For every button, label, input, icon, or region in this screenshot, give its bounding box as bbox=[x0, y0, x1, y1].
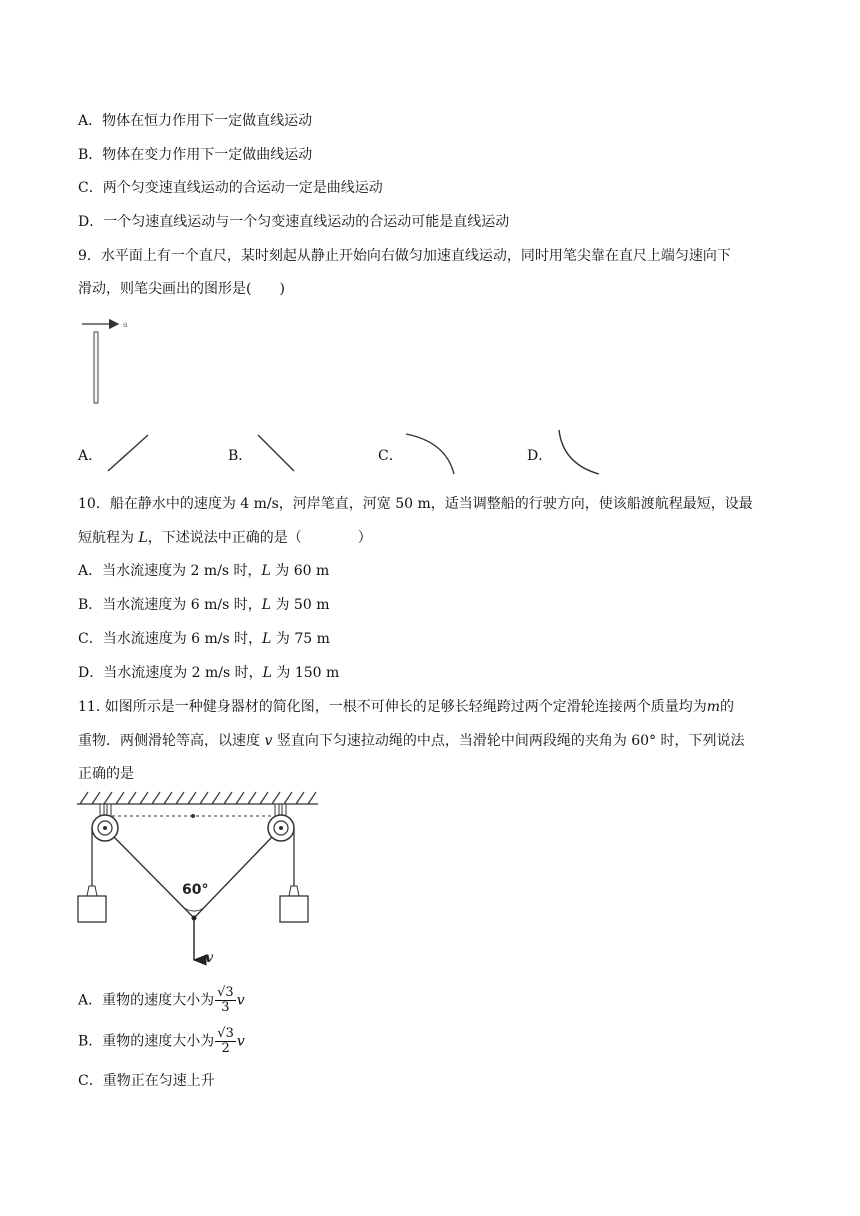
q10-option-c: C．当水流速度为 6 m/s 时，L 为 75 m bbox=[78, 631, 330, 647]
q10-stem-line2: 短航程为 L，下述说法中正确的是（ ） bbox=[78, 530, 372, 546]
q9-stem-line1: 9．水平面上有一个直尺，某时刻起从静止开始向右做匀加速直线运动，同时用笔尖靠在直尺上端匀速向下 bbox=[78, 248, 731, 264]
q9-option-d-graph bbox=[555, 428, 605, 478]
left-weight bbox=[78, 886, 106, 922]
q8-option-d: D．一个匀速直线运动与一个匀变速直线运动的合运动可能是直线运动 bbox=[78, 214, 510, 230]
q8-option-c: C．两个匀变速直线运动的合运动一定是曲线运动 bbox=[78, 180, 383, 196]
q9-ruler-figure bbox=[80, 318, 140, 408]
q11-stem-line2: 重物．两侧滑轮等高，以速度 v 竖直向下匀速拉动绳的中点，当滑轮中间两段绳的夹角为 60° 时，下列说法 bbox=[78, 733, 745, 749]
right-rope bbox=[194, 837, 272, 918]
q10-option-a: A．当水流速度为 2 m/s 时，L 为 60 m bbox=[78, 563, 330, 579]
q9-option-a-label: A． bbox=[78, 448, 103, 464]
q8-option-b: B．物体在变力作用下一定做曲线运动 bbox=[78, 147, 313, 163]
ruler bbox=[94, 332, 98, 403]
q9-option-a-graph bbox=[106, 432, 152, 474]
velocity-label: v bbox=[205, 950, 214, 966]
q9-stem-line2: 滑动，则笔尖画出的图形是( ) bbox=[78, 281, 285, 297]
q9-option-d-label: D． bbox=[527, 448, 553, 464]
q11-option-c: C．重物正在匀速上升 bbox=[78, 1073, 215, 1089]
q10-option-b: B．当水流速度为 6 m/s 时，L 为 50 m bbox=[78, 597, 330, 613]
fraction-sqrt3-over-3: $\frac{√3}{3}$ bbox=[217, 985, 234, 1015]
fraction-sqrt3-over-2: $\frac{√3}{2}$ bbox=[217, 1026, 234, 1056]
q11-stem-line3: 正确的是 bbox=[78, 766, 134, 782]
acceleration-label: a bbox=[123, 320, 128, 329]
left-rope bbox=[114, 837, 194, 918]
q9-option-c-graph bbox=[404, 430, 460, 478]
right-weight bbox=[280, 886, 308, 922]
q8-option-a: A．物体在恒力作用下一定做直线运动 bbox=[78, 113, 313, 129]
q11-pulley-figure bbox=[74, 790, 324, 970]
q11-option-b: B．重物的速度大小为 $\frac{√3}{2}$ v bbox=[78, 1026, 245, 1056]
q9-option-b-label: B． bbox=[228, 448, 253, 464]
ceiling bbox=[77, 792, 318, 804]
angle-label: 60° bbox=[182, 882, 209, 898]
q9-option-b-graph bbox=[256, 432, 298, 474]
q9-option-c-label: C． bbox=[378, 448, 403, 464]
q10-option-d: D．当水流速度为 2 m/s 时，L 为 150 m bbox=[78, 665, 340, 681]
q11-option-a: A．重物的速度大小为 $\frac{√3}{3}$ v bbox=[78, 985, 245, 1015]
q10-stem-line1: 10．船在静水中的速度为 4 m/s，河岸笔直，河宽 50 m，适当调整船的行驶方向，使该船渡航程最短，设最 bbox=[78, 496, 753, 512]
q11-stem-line1: 11. 如图所示是一种健身器材的简化图，一根不可伸长的足够长轻绳跨过两个定滑轮连接两个质量均为m的 bbox=[78, 699, 734, 715]
